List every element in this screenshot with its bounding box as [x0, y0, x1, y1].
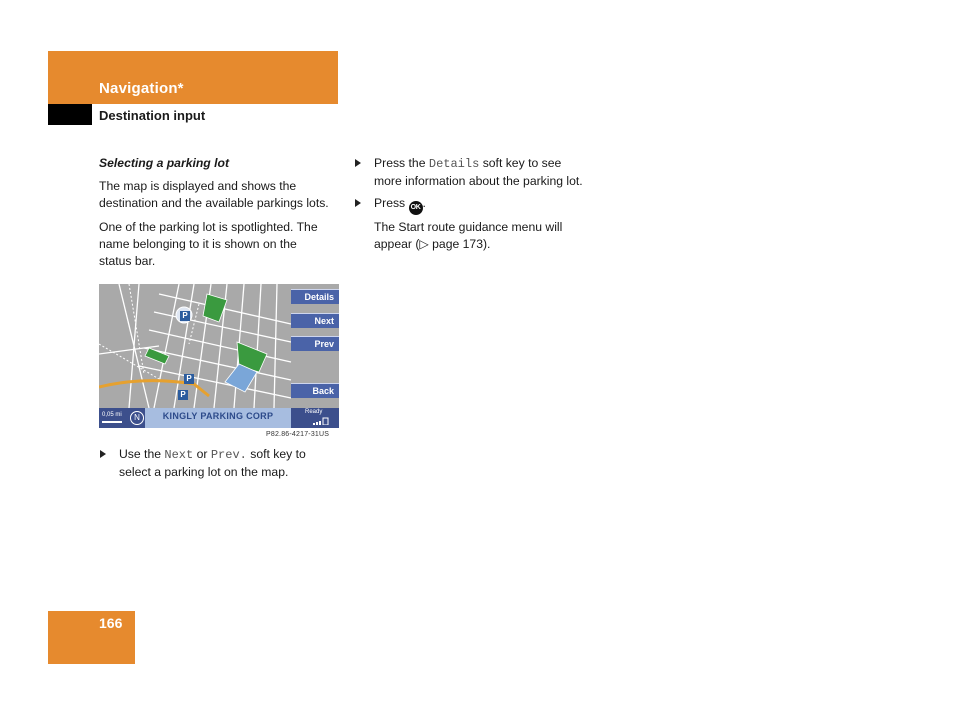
step-text: soft key to see: [482, 156, 562, 170]
prev-softkey[interactable]: Prev: [291, 336, 339, 351]
note-line: appear (▷ page 173).: [374, 237, 491, 251]
paragraph-line: The map is displayed and shows the: [99, 179, 297, 193]
parking-lot-name: KINGLY PARKING CORP: [145, 408, 291, 428]
step-text: Use the: [119, 447, 162, 461]
step-select-parking: [119, 446, 306, 481]
next-softkey[interactable]: Next: [291, 313, 339, 328]
figure-reference: P82.86-4217-31US: [266, 431, 330, 438]
step-text: select a parking lot on the map.: [119, 465, 289, 479]
step-text: more information about the parking lot.: [374, 174, 583, 188]
step-bullet-icon: [100, 450, 106, 458]
subsection-marker: [48, 104, 92, 125]
step-press-details: [374, 155, 583, 190]
details-softkey[interactable]: Details: [291, 289, 339, 304]
paragraph-line: destination and the available parkings lots.: [99, 196, 329, 210]
paragraph-line: One of the parking lot is spotlighted. The: [99, 220, 318, 234]
subsection-title: Destination input: [99, 108, 206, 123]
step-bullet-icon: [355, 159, 361, 167]
topic-heading: Selecting a parking lot: [99, 156, 230, 170]
step-text: .: [422, 196, 426, 210]
map-scale-value: 0,05 mi: [102, 412, 122, 418]
step-text: Press the: [374, 156, 426, 170]
map-scale: [99, 408, 127, 428]
compass-icon: N: [130, 411, 144, 425]
page-number-tab: [48, 611, 135, 664]
destination-parking-icon: P: [180, 311, 190, 321]
next-key-reference: Next: [164, 448, 194, 462]
section-header-band: [48, 51, 338, 104]
parking-icon: P: [184, 374, 194, 384]
step-text: or: [196, 447, 208, 461]
parking-icon: P: [178, 390, 188, 400]
route-guidance-note: [374, 219, 562, 253]
ok-button-icon: OK: [409, 201, 423, 215]
step-text: soft key to: [250, 447, 306, 461]
step-bullet-icon: [355, 199, 361, 207]
back-softkey[interactable]: Back: [291, 383, 339, 398]
map-status-bar: [99, 408, 339, 428]
navigation-map-screen: [99, 284, 339, 428]
gps-status: Ready: [305, 409, 323, 415]
step-press-ok: [374, 195, 426, 215]
signal-strength-icon: [313, 417, 333, 425]
paragraph-map-shown: [99, 178, 329, 212]
step-text: Press: [374, 196, 406, 210]
paragraph-spotlighted: [99, 219, 318, 270]
prev-key-reference: Prev.: [210, 448, 247, 462]
paragraph-line: status bar.: [99, 254, 156, 268]
note-line: The Start route guidance menu will: [374, 220, 563, 234]
details-key-reference: Details: [428, 157, 480, 171]
scale-bar: [102, 421, 122, 423]
page-number: 166: [99, 615, 123, 631]
section-title: Navigation*: [99, 80, 184, 97]
paragraph-line: name belonging to it is shown on the: [99, 237, 297, 251]
